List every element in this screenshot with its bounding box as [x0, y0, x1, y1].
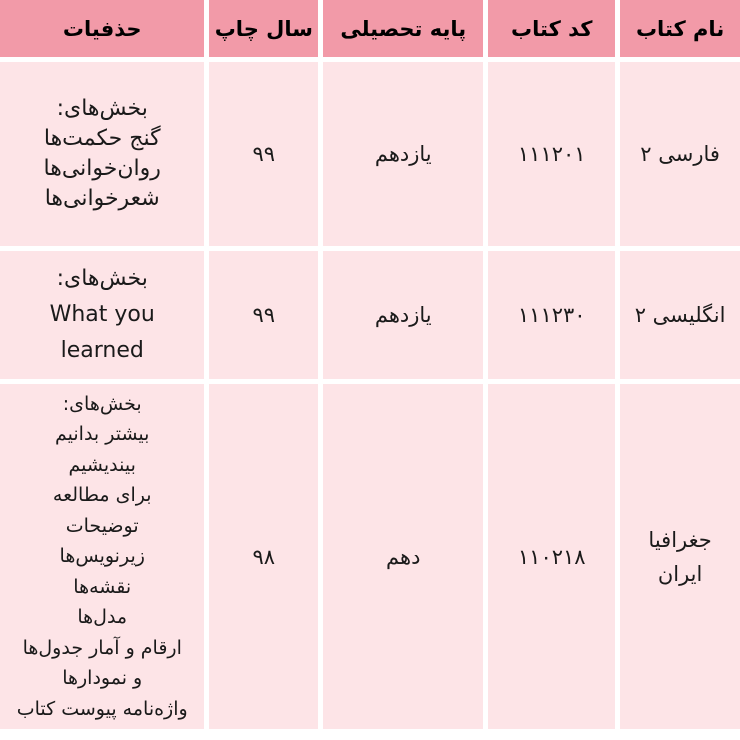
- grade: یازدهم: [374, 303, 432, 327]
- header-deletions: حذفیات: [0, 0, 204, 57]
- deletion-item: بیندیشیم: [68, 453, 136, 476]
- deletions-cell: [0, 62, 204, 246]
- grade-cell: [323, 384, 483, 729]
- deletion-item: learned: [60, 338, 144, 363]
- header-book-name: نام کتاب: [620, 0, 740, 57]
- deletions-list: [0, 261, 204, 369]
- book-code-cell: [488, 384, 615, 729]
- book-name: ایران: [657, 561, 703, 586]
- deletions-list: [0, 94, 204, 214]
- deletion-item: روان‌خوانی‌ها: [43, 156, 161, 181]
- deletion-item: واژه‌نامه پیوست کتاب: [16, 697, 188, 720]
- deletion-item: بخش‌های:: [56, 266, 148, 291]
- deletions-list: [0, 389, 204, 725]
- header-print-year: سال چاپ: [209, 0, 318, 57]
- book-name-cell: [620, 384, 740, 729]
- book-name: فارسی ۲: [640, 142, 720, 166]
- book-name-cell: [620, 251, 740, 379]
- book-code-cell: [488, 62, 615, 246]
- table-row: [0, 62, 740, 246]
- deletion-item: بخش‌های:: [56, 96, 148, 121]
- book-code: ۱۱۱۲۰۱: [517, 142, 586, 166]
- deletion-item: بخش‌های:: [62, 392, 142, 415]
- deletion-item: بیشتر بدانیم: [55, 423, 150, 446]
- deletion-item: و نمودارها: [62, 667, 143, 690]
- table-row: [0, 384, 740, 729]
- deletion-item: گنج حکمت‌ها: [43, 126, 161, 151]
- grade: یازدهم: [374, 142, 432, 166]
- header-book-code: کد کتاب: [488, 0, 615, 57]
- header-grade: پایه تحصیلی: [323, 0, 483, 57]
- deletion-item: زیرنویس‌ها: [59, 545, 145, 568]
- deletion-item: شعرخوانی‌ها: [44, 186, 160, 211]
- deletion-item: برای مطالعه: [52, 484, 152, 507]
- grade-cell: [323, 251, 483, 379]
- book-code: ۱۱۱۲۳۰: [517, 303, 586, 327]
- print-year-cell: [209, 384, 318, 729]
- print-year: ۹۸: [252, 544, 276, 569]
- print-year: ۹۹: [252, 303, 276, 327]
- header-row: [0, 0, 740, 57]
- book-name-cell: [620, 62, 740, 246]
- deletion-item: ارقام و آمار جدول‌ها: [22, 636, 182, 659]
- book-code: ۱۱۰۲۱۸: [517, 544, 586, 569]
- deletion-item: What you: [49, 302, 155, 327]
- book-code-cell: [488, 251, 615, 379]
- grade-cell: [323, 62, 483, 246]
- deletions-cell: [0, 384, 204, 729]
- print-year-cell: [209, 251, 318, 379]
- print-year: ۹۹: [252, 142, 276, 166]
- deletion-item: نقشه‌ها: [73, 575, 132, 598]
- deletion-item: مدل‌ها: [77, 606, 128, 629]
- deletions-cell: [0, 251, 204, 379]
- print-year-cell: [209, 62, 318, 246]
- book-name: انگلیسی ۲: [634, 303, 726, 327]
- book-name: جغرافیا: [648, 527, 712, 552]
- table-row: [0, 251, 740, 379]
- grade: دهم: [386, 544, 421, 569]
- deletion-item: توضیحات: [65, 514, 139, 537]
